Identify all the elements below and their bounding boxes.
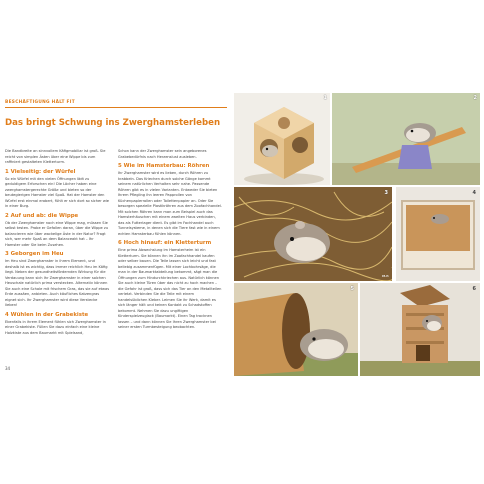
intro-paragraph: Die Bandbreite an sinnvollem Käfigmobiliar ist groß. Sie reicht von simplen Ästen über eine Wippe bis zum raffiniert gestalteten Kletterturm.: [5, 149, 106, 164]
photo-credit: M.P.: [382, 274, 389, 278]
photo-wooden-cube: [234, 93, 330, 185]
photo-number: 5: [350, 286, 354, 292]
photo-number: 1: [323, 95, 327, 101]
section-heading: 2 Auf und ab: die Wippe: [5, 212, 79, 219]
page-title: Das bringt Schwung ins Zwerghamsterleben: [5, 118, 221, 128]
sand-box-illustration: [396, 187, 480, 281]
page-number: 34: [5, 366, 11, 371]
photo-climbing-tower: [360, 283, 480, 376]
hay-illustration: [234, 187, 392, 281]
photo-tube: [234, 283, 358, 376]
page-kicker: BESCHÄFTIGUNG HÄLT FIT: [5, 100, 75, 105]
photo-seesaw: [332, 93, 480, 185]
climbing-tower-illustration: [360, 283, 480, 376]
section-heading: 3 Geborgen im Heu: [5, 251, 64, 257]
text-column-left: [5, 149, 110, 338]
tube-illustration: [234, 283, 358, 376]
photo-number: 3: [384, 190, 388, 196]
section-text: Ihr Zwerghamster wird es lieben, durch Röhren zu krabbeln. Das Kriechen durch solche Gänge kommt seinem natürlichen Verhalten sehr nahe. Passende Röhren gibt es in vielen Varianten. Entweder Sie bieten Ihrem Pflegling ihn leeren Papprollen von Küchenpapierrollen oder Toilettenpapier an. Oder Sie besorgen spezielle Plastikröhren aus dem Zoofachhandel. Mit solchen Röhren kann man zum Beispiel auch das Hamsterhäuschen mit einem zweiten Haus verbinden, das als Futterlager dient. Es gibt im Fachhandel auch Tunnelsysteme, in denen sich die Tiere fast wie in einem echten Hamsterbau fühlen können.: [118, 171, 222, 236]
seesaw-illustration: [332, 93, 480, 185]
section-heading: 1 Vielseitig: der Würfel: [5, 168, 76, 175]
wooden-cube-illustration: [234, 93, 330, 185]
section-text: Ebenfalls in ihrem Element fühlen sich Zwerghamster in einer Grabekiste. Füllen Sie dazu einfach eine kleine Holzkiste aus dem Baumarkt mit Spielsand,: [5, 319, 106, 335]
photo-number: 4: [472, 190, 476, 196]
section-text: Ob der Zwerghamster noch eine Wippe mag, müssen Sie selbst testen. Probe er Gefallen daran, über die Wippe zu balancieren wie über wackelige Äste in der Natur? Fragt sich, wer mehr Spaß an dem Balanceakt hat – Ihr Hamster oder Sie beim Zusehen.: [5, 220, 109, 247]
section-heading: 5 Wie im Hamsterbau: Röhren: [118, 163, 210, 169]
photo-number: 2: [473, 95, 477, 101]
section-text: Eine prima Abwechslung im Hamsterheim ist ein Kletterturm. Sie können ihn im Zoofachhandel kaufen oder selber bauen. Die Teile lassen sich leicht und fast beliebig zusammenfügen. Mit einer Lochbohrsäge, die man in der Baumarktabteilung bekommt, sägt man die Öffnungen zum Hindurchkriechen aus. Natürlich können Sie auch kleine Türen über das nicht zu hoch machen – die Gefahr ist groß, dass sich das Tier an den Metallteilen verletzt. Verbinden Sie die Teile mit einem handelsüblichen Kleber. Leimen Sie ihr Werk, damit es sich länger hält und keinen Kontakt zu Schadstoffen bekommt. Nehmen Sie dazu ungiftigen Kinderspielzeuglack (Baumarkt). Einen Tag trocknen lassen – und dann können Sie Ihren Zwerghamster bei seiner ersten Turmbesteigung beobachten.: [118, 248, 222, 329]
photo-number: 6: [472, 286, 476, 292]
section-text: Im Heu sind Zwerghamster in ihrem Element, und deshalb ist es wichtig, dass immer reichlich Heu im Käfig liegt. Neben der gesundheitsfördernden Wirkung für die Verdauung kann sich Ihr Zwerghamster in einer solchen Heuschale natürlich prima verstecken. Alternativ können Sie auch eine Schale mit frischem Gras, das sie auf etwas Erde aussäen, anbieten. Auch käufliches Katzengras eignet sich. Ihr Zwerghamster wird diese Verstecke lieben!: [5, 259, 110, 307]
continued-paragraph: Schon kann der Zwerghamster sein angeborenes Grabebedürfnis nach Herzenslust ausleben.: [118, 149, 207, 159]
section-heading: 6 Hoch hinauf: ein Kletterturm: [118, 240, 212, 246]
photo-page: [232, 93, 484, 376]
text-column-right: [118, 149, 223, 333]
photo-hay: [234, 187, 392, 281]
kicker-rule: [5, 107, 227, 108]
text-page: [0, 93, 230, 376]
section-text: So ein Würfel mit den vielen Öffnungen lädt zu geduldigem Erforschen ein! Die Löcher haben eine zwerghamstergerechte Größe und bieten so der beutegierigen Hamster viel Spaß. Hat der Hamster den Würfel erst einmal erobert, fühlt er sich dort so sicher wie in einer Burg.: [5, 176, 110, 208]
photo-sand-box: [396, 187, 480, 281]
book-spread: [0, 93, 484, 376]
section-heading: 4 Wühlen in der Grabekiste: [5, 311, 89, 318]
